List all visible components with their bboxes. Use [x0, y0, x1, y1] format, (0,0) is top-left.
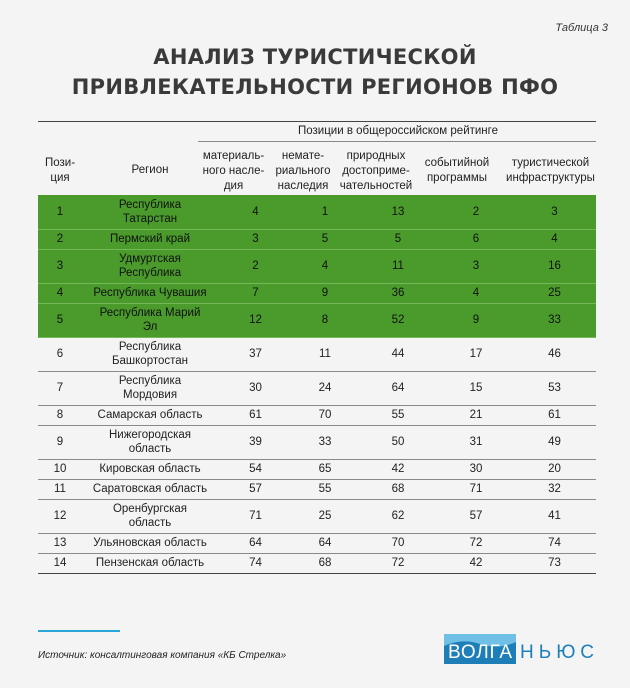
region-name-line: Республика — [118, 375, 182, 387]
table-number-label: Таблица 3 — [555, 22, 608, 34]
cell-rank-value: 41 — [513, 499, 596, 533]
cell-region — [82, 303, 218, 337]
table-row — [38, 195, 596, 229]
group-header: Позиции в общероссийском рейтинге — [297, 125, 498, 137]
cell-position: 10 — [38, 459, 82, 479]
cell-rank-value: 31 — [439, 425, 513, 459]
table-row — [38, 303, 596, 337]
cell-rank-value: 32 — [513, 479, 596, 499]
cell-rank-value: 4 — [439, 283, 513, 303]
table-row — [38, 425, 596, 459]
cell-rank-value: 71 — [439, 479, 513, 499]
cell-rank-value: 6 — [439, 229, 513, 249]
region-name-line: Мордовия — [122, 389, 178, 401]
region-name-line: Эл — [142, 321, 158, 333]
cell-rank-value: 42 — [357, 459, 439, 479]
cell-position: 1 — [38, 195, 82, 229]
region-name-line: Республика Марий — [99, 307, 201, 319]
cell-position: 9 — [38, 425, 82, 459]
cell-rank-value: 55 — [357, 405, 439, 425]
cell-rank-value: 68 — [293, 553, 357, 573]
cell-region — [82, 229, 218, 249]
cell-rank-value: 25 — [513, 283, 596, 303]
cell-rank-value: 5 — [357, 229, 439, 249]
header-position: Пози- ция — [44, 157, 76, 184]
logo-text-part1: ВОЛГА — [448, 642, 512, 663]
cell-region — [82, 283, 218, 303]
table-row — [38, 533, 596, 553]
cell-rank-value: 16 — [513, 249, 596, 283]
table-row — [38, 405, 596, 425]
cell-rank-value: 44 — [357, 337, 439, 371]
cell-rank-value: 20 — [513, 459, 596, 479]
cell-rank-value: 55 — [293, 479, 357, 499]
cell-rank-value: 52 — [357, 303, 439, 337]
region-name-line: Оренбургская — [112, 503, 188, 515]
title-line-1: АНАЛИЗ ТУРИСТИЧЕСКОЙ — [153, 45, 477, 69]
header-region: Регион — [131, 164, 169, 176]
cell-rank-value: 30 — [439, 459, 513, 479]
page-title — [0, 42, 630, 102]
region-name-line: Ульяновская область — [93, 537, 207, 549]
region-name-line: Татарстан — [122, 212, 178, 225]
cell-rank-value: 39 — [218, 425, 293, 459]
region-name-line: Республика — [118, 341, 182, 353]
cell-region — [82, 371, 218, 405]
region-name-line: Республика — [118, 267, 182, 279]
cell-region — [82, 425, 218, 459]
cell-rank-value: 72 — [439, 533, 513, 553]
header-intangible-heritage: немате- риального наследия — [275, 150, 331, 192]
cell-rank-value: 61 — [513, 405, 596, 425]
cell-rank-value: 61 — [218, 405, 293, 425]
top-rule — [38, 121, 596, 122]
cell-rank-value: 21 — [439, 405, 513, 425]
cell-rank-value: 4 — [218, 195, 293, 229]
cell-rank-value: 46 — [513, 337, 596, 371]
cell-rank-value: 53 — [513, 371, 596, 405]
cell-rank-value: 50 — [357, 425, 439, 459]
cell-rank-value: 15 — [439, 371, 513, 405]
cell-position: 5 — [38, 303, 82, 337]
cell-rank-value: 33 — [513, 303, 596, 337]
header-event-program: событийной программы — [424, 157, 490, 184]
cell-rank-value: 24 — [293, 371, 357, 405]
cell-region — [82, 195, 218, 229]
region-name-line: Самарская область — [97, 409, 203, 421]
region-name-line: Кировская область — [99, 463, 201, 475]
cell-rank-value: 57 — [439, 499, 513, 533]
cell-rank-value: 73 — [513, 553, 596, 573]
cell-rank-value: 62 — [357, 499, 439, 533]
cell-rank-value: 64 — [357, 371, 439, 405]
cell-rank-value: 5 — [293, 229, 357, 249]
cell-region — [82, 533, 218, 553]
rating-table — [38, 195, 596, 574]
cell-region — [82, 499, 218, 533]
cell-rank-value: 11 — [357, 249, 439, 283]
cell-rank-value: 36 — [357, 283, 439, 303]
region-name-line: Республика Чувашия — [93, 287, 207, 299]
cell-rank-value: 9 — [439, 303, 513, 337]
cell-region — [82, 249, 218, 283]
table-row — [38, 553, 596, 573]
cell-rank-value: 70 — [293, 405, 357, 425]
cell-position: 14 — [38, 553, 82, 573]
cell-position: 3 — [38, 249, 82, 283]
region-name-line: область — [128, 443, 172, 455]
cell-rank-value: 65 — [293, 459, 357, 479]
table-row — [38, 499, 596, 533]
region-name-line: Пензенская область — [95, 557, 205, 569]
cell-rank-value: 74 — [513, 533, 596, 553]
cell-rank-value: 7 — [218, 283, 293, 303]
cell-rank-value: 70 — [357, 533, 439, 553]
table-row — [38, 371, 596, 405]
region-name-line: Нижегородская — [108, 429, 192, 441]
cell-region — [82, 459, 218, 479]
cell-rank-value: 57 — [218, 479, 293, 499]
cell-rank-value: 33 — [293, 425, 357, 459]
region-name-line: Республика — [118, 198, 182, 211]
cell-rank-value: 72 — [357, 553, 439, 573]
cell-rank-value: 42 — [439, 553, 513, 573]
cell-rank-value: 2 — [218, 249, 293, 283]
source-note: Источник: консалтинговая компания «КБ Стрелка» — [38, 650, 287, 661]
source-accent-line — [38, 630, 120, 632]
table-row — [38, 249, 596, 283]
region-name-line: Башкортостан — [111, 355, 189, 367]
cell-rank-value: 74 — [218, 553, 293, 573]
cell-rank-value: 4 — [293, 249, 357, 283]
cell-rank-value: 13 — [357, 195, 439, 229]
cell-rank-value: 12 — [218, 303, 293, 337]
cell-rank-value: 71 — [218, 499, 293, 533]
cell-position: 13 — [38, 533, 82, 553]
cell-position: 6 — [38, 337, 82, 371]
cell-rank-value: 64 — [218, 533, 293, 553]
cell-rank-value: 17 — [439, 337, 513, 371]
cell-rank-value: 11 — [293, 337, 357, 371]
cell-position: 8 — [38, 405, 82, 425]
cell-rank-value: 30 — [218, 371, 293, 405]
header-natural-sights: природных достоприме- чательностей — [339, 150, 413, 192]
cell-rank-value: 8 — [293, 303, 357, 337]
cell-rank-value: 3 — [218, 229, 293, 249]
cell-position: 12 — [38, 499, 82, 533]
cell-position: 7 — [38, 371, 82, 405]
group-header-rule — [198, 141, 596, 142]
title-line-2: ПРИВЛЕКАТЕЛЬНОСТИ РЕГИОНОВ ПФО — [71, 75, 559, 99]
region-name-line: область — [128, 517, 172, 529]
table-row — [38, 459, 596, 479]
header-tourist-infrastructure: туристической инфраструктуры — [506, 157, 595, 184]
cell-rank-value: 9 — [293, 283, 357, 303]
cell-rank-value: 25 — [293, 499, 357, 533]
cell-region — [82, 337, 218, 371]
logo-text-part2: НЬЮС — [520, 642, 594, 663]
cell-rank-value: 54 — [218, 459, 293, 479]
cell-rank-value: 37 — [218, 337, 293, 371]
cell-rank-value: 2 — [439, 195, 513, 229]
cell-rank-value: 49 — [513, 425, 596, 459]
cell-rank-value: 1 — [293, 195, 357, 229]
cell-rank-value: 68 — [357, 479, 439, 499]
header-material-heritage: материаль- ного насле- дия — [202, 150, 265, 192]
volganews-logo — [442, 628, 602, 668]
table-row — [38, 283, 596, 303]
cell-position: 4 — [38, 283, 82, 303]
cell-rank-value: 3 — [439, 249, 513, 283]
region-name-line: Саратовская область — [92, 483, 208, 495]
cell-region — [82, 405, 218, 425]
cell-region — [82, 479, 218, 499]
cell-rank-value: 3 — [513, 195, 596, 229]
table-row — [38, 229, 596, 249]
cell-rank-value: 64 — [293, 533, 357, 553]
region-name-line: Пермский край — [109, 233, 191, 245]
cell-region — [82, 553, 218, 573]
cell-position: 11 — [38, 479, 82, 499]
cell-rank-value: 4 — [513, 229, 596, 249]
table-row — [38, 337, 596, 371]
region-name-line: Удмуртская — [119, 253, 181, 265]
cell-position: 2 — [38, 229, 82, 249]
table-row — [38, 479, 596, 499]
